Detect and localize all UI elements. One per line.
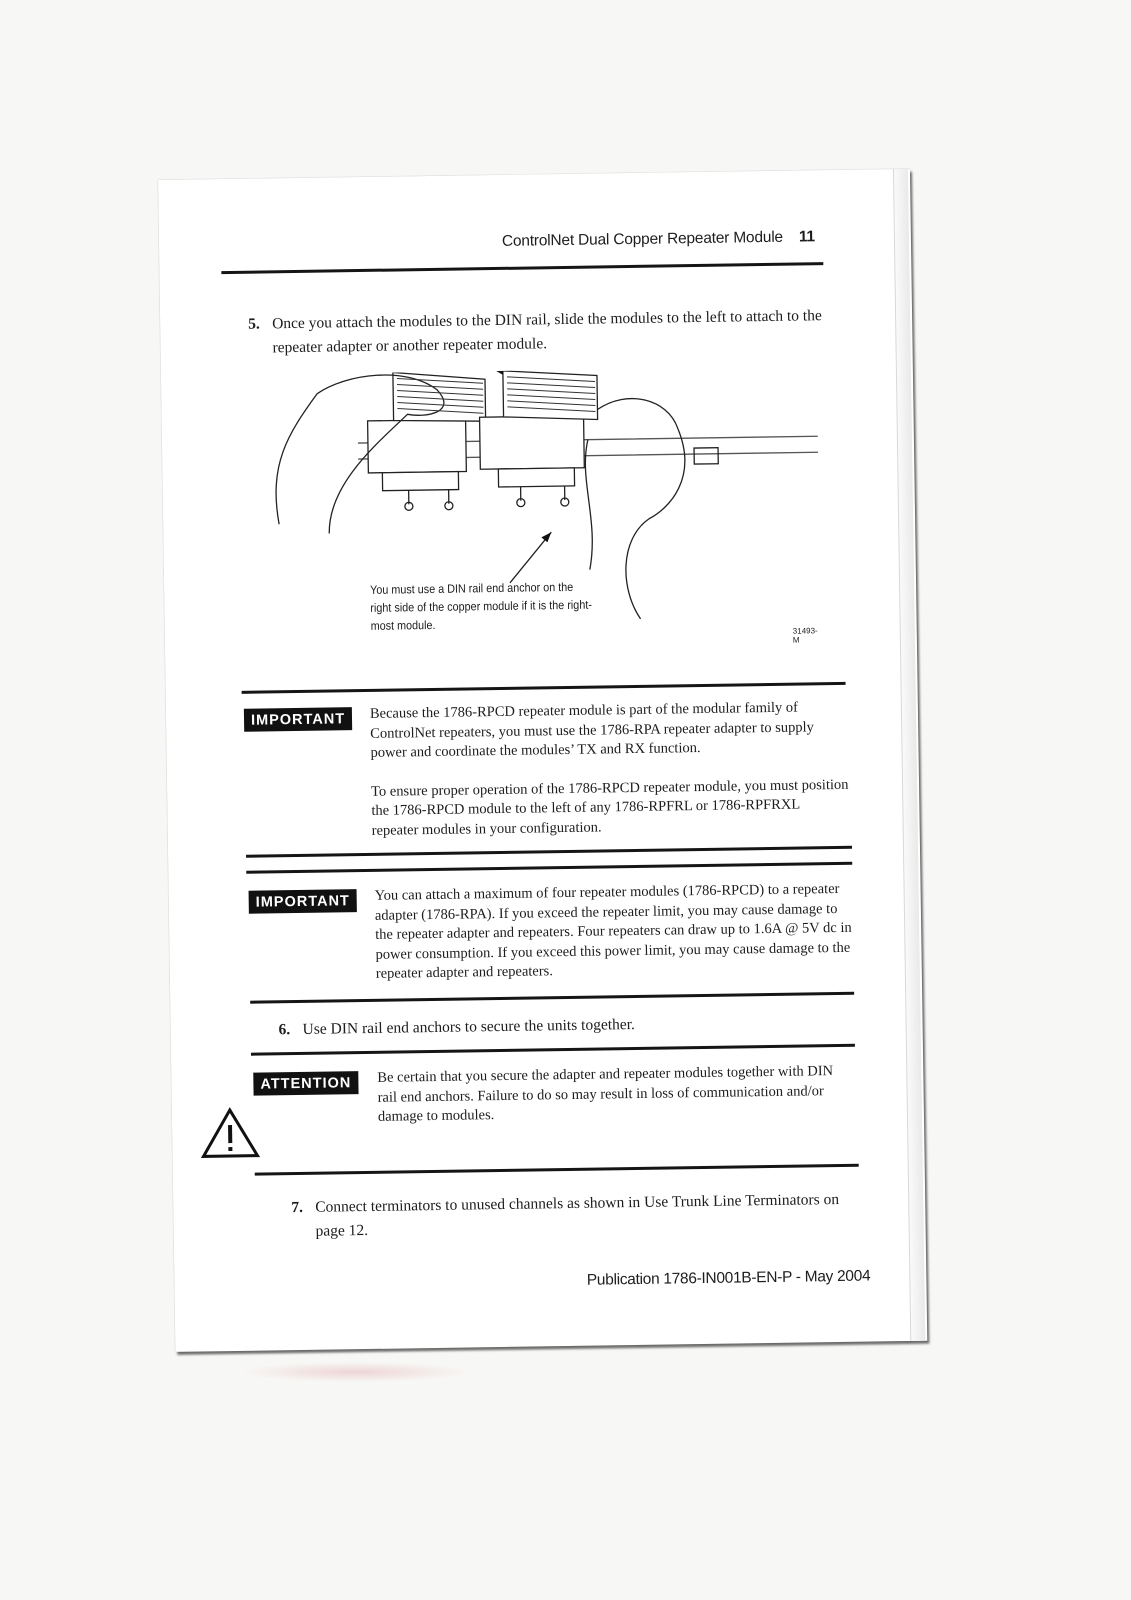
header-title: ControlNet Dual Copper Repeater Module <box>501 228 784 250</box>
manual-page <box>158 169 927 1352</box>
page-header <box>502 228 815 251</box>
warning-triangle-icon <box>200 1107 261 1160</box>
important-note-2 <box>375 880 855 1004</box>
attention-label: ATTENTION <box>253 1071 358 1096</box>
publication-footer: Publication 1786-IN001B-EN-P - May 2004 <box>586 1267 871 1289</box>
section-rule <box>255 1164 859 1176</box>
section-rule <box>242 682 846 694</box>
important-note-1 <box>370 698 850 860</box>
important-1-paragraph-2: To ensure proper operation of the 1786-RPCD repeater module, you must position the 1786-RPCD module to the left of any 1786-RPFRL or 1786-RPFRXL repeater modules in your configuration. <box>370 776 849 839</box>
section-rule <box>246 862 852 874</box>
paper-smudge <box>240 1362 470 1382</box>
step-6 <box>278 1010 842 1042</box>
step-number: 7. <box>291 1198 304 1217</box>
step-text: Connect terminators to unused channels as shown in Use Trunk Line Terminators on page 12. <box>315 1191 840 1240</box>
figure-id: 31493-M <box>792 626 818 645</box>
figure-callout: You must use a DIN rail end anchor on the right side of the copper module if it is the right-most module. <box>370 579 592 633</box>
attention-note <box>377 1062 856 1147</box>
important-1-paragraph-1: Because the 1786-RPCD repeater module is part of the modular family of ControlNet repeaters, you must use the 1786-RPA repeater adapter to supply power and coordinate the modules’ TX and RX function. <box>369 699 814 761</box>
important-label: IMPORTANT <box>249 889 357 914</box>
step-5 <box>248 304 843 360</box>
header-rule <box>221 262 823 274</box>
step-number: 5. <box>248 315 260 333</box>
important-label: IMPORTANT <box>244 707 352 732</box>
section-rule <box>251 1044 855 1056</box>
step-text: Once you attach the modules to the DIN rail, slide the modules to the left to attach to the repeater adapter or another repeater module. <box>272 307 822 357</box>
page-number: 11 <box>798 228 816 246</box>
step-text: Use DIN rail end anchors to secure the units together. <box>302 1016 636 1038</box>
attention-paragraph-1: Be certain that you secure the adapter and repeater modules together with DIN rail end anchors. Failure to do so may result in loss of communication and/or damage to modules. <box>377 1063 834 1125</box>
step-7 <box>291 1188 866 1244</box>
page-stack-edge <box>893 169 925 1341</box>
install-figure <box>257 366 821 674</box>
important-2-paragraph-1: You can attach a maximum of four repeater modules (1786-RPCD) to a repeater adapter (1786-RPA). If you exceed the repeater limit, you may cause damage to the repeater adapter and repeaters. Four repeaters can draw up to 1.6A @ 5V dc in power consumption. If you exceed this power limit, you may cause damage to the repeater adapter and repeaters. <box>374 880 852 982</box>
step-number: 6. <box>278 1021 291 1039</box>
